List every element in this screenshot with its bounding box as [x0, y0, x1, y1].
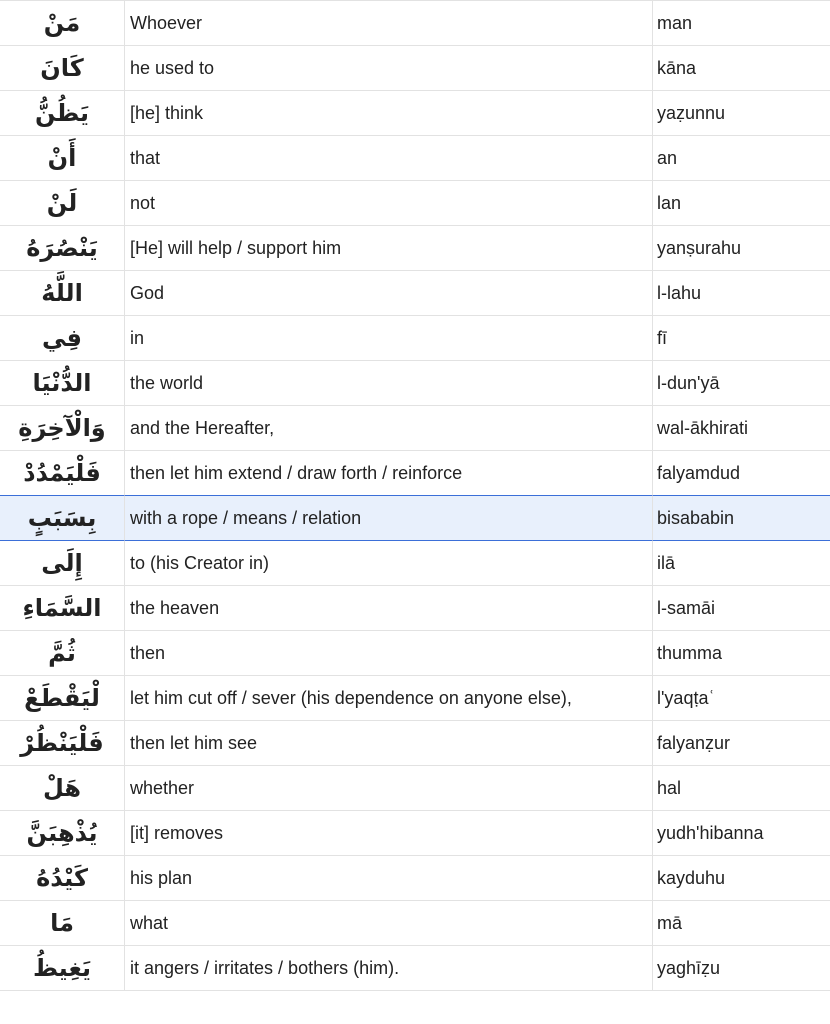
english-meaning-cell[interactable]: then	[125, 631, 653, 676]
arabic-word-cell[interactable]: مَا	[0, 901, 125, 946]
arabic-word-cell[interactable]: لْيَقْطَعْ	[0, 676, 125, 721]
english-meaning-cell[interactable]: [it] removes	[125, 811, 653, 856]
transliteration-cell[interactable]: thumma	[653, 631, 830, 676]
transliteration-cell[interactable]: l-dun'yā	[653, 361, 830, 406]
arabic-word-cell[interactable]: يَغِيظُ	[0, 946, 125, 991]
transliteration-cell[interactable]: an	[653, 136, 830, 181]
english-meaning-cell[interactable]: with a rope / means / relation	[125, 496, 653, 541]
arabic-word-cell[interactable]: لَنْ	[0, 181, 125, 226]
english-meaning-cell[interactable]: the heaven	[125, 586, 653, 631]
transliteration-cell[interactable]: wal-ākhirati	[653, 406, 830, 451]
transliteration-cell[interactable]: kayduhu	[653, 856, 830, 901]
transliteration-cell[interactable]: kāna	[653, 46, 830, 91]
arabic-word-cell[interactable]: يَنْصُرَهُ	[0, 226, 125, 271]
transliteration-cell[interactable]: yudh'hibanna	[653, 811, 830, 856]
arabic-word-cell[interactable]: يَظُنُّ	[0, 91, 125, 136]
arabic-word-cell[interactable]: السَّمَاءِ	[0, 586, 125, 631]
transliteration-cell[interactable]: hal	[653, 766, 830, 811]
english-meaning-cell[interactable]: it angers / irritates / bothers (him).	[125, 946, 653, 991]
english-meaning-cell[interactable]: whether	[125, 766, 653, 811]
english-meaning-cell[interactable]: and the Hereafter,	[125, 406, 653, 451]
english-meaning-cell[interactable]: Whoever	[125, 1, 653, 46]
english-meaning-cell[interactable]: then let him see	[125, 721, 653, 766]
english-meaning-cell[interactable]: his plan	[125, 856, 653, 901]
transliteration-cell[interactable]: yaẓunnu	[653, 91, 830, 136]
english-meaning-cell[interactable]: [He] will help / support him	[125, 226, 653, 271]
transliteration-cell[interactable]: l-lahu	[653, 271, 830, 316]
arabic-word-cell[interactable]: يُذْهِبَنَّ	[0, 811, 125, 856]
english-meaning-cell[interactable]: the world	[125, 361, 653, 406]
arabic-word-cell[interactable]: اللَّهُ	[0, 271, 125, 316]
arabic-word-cell[interactable]: فَلْيَمْدُدْ	[0, 451, 125, 496]
transliteration-cell[interactable]: l'yaqṭaʿ	[653, 676, 830, 721]
english-meaning-cell[interactable]: to (his Creator in)	[125, 541, 653, 586]
arabic-word-cell[interactable]: كَيْدُهُ	[0, 856, 125, 901]
transliteration-cell[interactable]: falyamdud	[653, 451, 830, 496]
transliteration-cell[interactable]: yaghīẓu	[653, 946, 830, 991]
arabic-word-cell[interactable]: الدُّنْيَا	[0, 361, 125, 406]
transliteration-cell[interactable]: fī	[653, 316, 830, 361]
arabic-word-cell[interactable]: وَالْآخِرَةِ	[0, 406, 125, 451]
english-meaning-cell[interactable]: then let him extend / draw forth / reinforce	[125, 451, 653, 496]
english-meaning-cell[interactable]: God	[125, 271, 653, 316]
english-meaning-cell[interactable]: he used to	[125, 46, 653, 91]
arabic-word-cell[interactable]: ثُمَّ	[0, 631, 125, 676]
arabic-word-cell[interactable]: بِسَبَبٍ	[0, 496, 125, 541]
transliteration-cell[interactable]: ilā	[653, 541, 830, 586]
english-meaning-cell[interactable]: not	[125, 181, 653, 226]
english-meaning-cell[interactable]: let him cut off / sever (his dependence on anyone else),	[125, 676, 653, 721]
arabic-word-cell[interactable]: فِي	[0, 316, 125, 361]
transliteration-cell[interactable]: man	[653, 1, 830, 46]
english-meaning-cell[interactable]: that	[125, 136, 653, 181]
arabic-word-cell[interactable]: فَلْيَنْظُرْ	[0, 721, 125, 766]
transliteration-cell[interactable]: falyanẓur	[653, 721, 830, 766]
arabic-word-cell[interactable]: أَنْ	[0, 136, 125, 181]
transliteration-cell[interactable]: mā	[653, 901, 830, 946]
english-meaning-cell[interactable]: in	[125, 316, 653, 361]
transliteration-cell[interactable]: bisababin	[653, 496, 830, 541]
english-meaning-cell[interactable]: what	[125, 901, 653, 946]
transliteration-cell[interactable]: yanṣurahu	[653, 226, 830, 271]
transliteration-cell[interactable]: l-samāi	[653, 586, 830, 631]
arabic-word-cell[interactable]: إِلَى	[0, 541, 125, 586]
arabic-word-cell[interactable]: هَلْ	[0, 766, 125, 811]
english-meaning-cell[interactable]: [he] think	[125, 91, 653, 136]
arabic-word-cell[interactable]: كَانَ	[0, 46, 125, 91]
arabic-word-cell[interactable]: مَنْ	[0, 1, 125, 46]
transliteration-cell[interactable]: lan	[653, 181, 830, 226]
